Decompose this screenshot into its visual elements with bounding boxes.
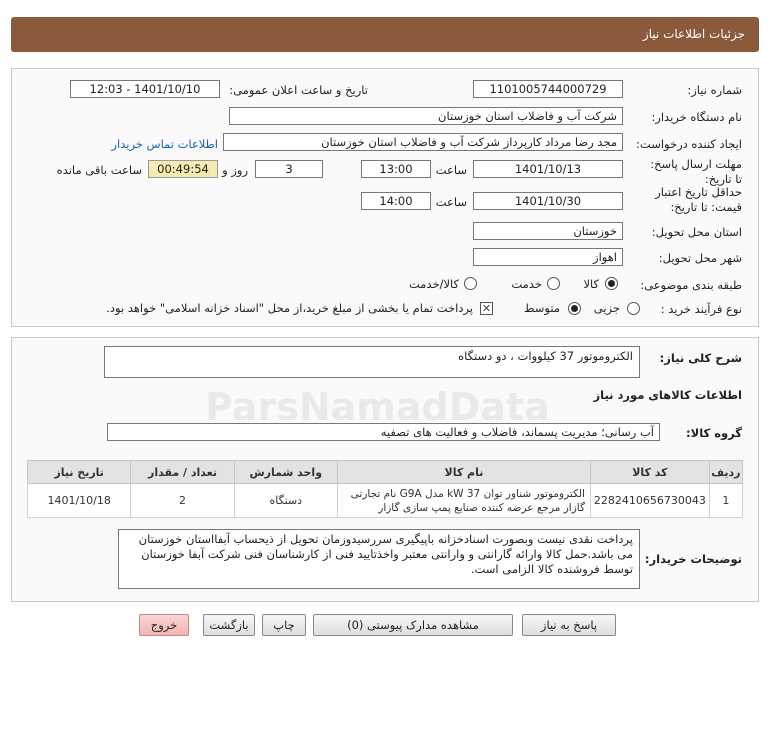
attachments-button[interactable]: مشاهده مدارک پیوستی (0) bbox=[313, 614, 513, 636]
purchase-medium-radio[interactable] bbox=[568, 302, 581, 315]
province-label: استان محل تحویل: bbox=[651, 225, 742, 239]
announce-field: 1401/10/10 - 12:03 bbox=[70, 80, 220, 98]
cell-row: 1 bbox=[709, 484, 742, 518]
validity-time-label: ساعت bbox=[435, 195, 467, 209]
deadline-label: مهلت ارسال پاسخ: تا تاریخ: bbox=[650, 157, 742, 186]
remaining-time-label: ساعت باقی مانده bbox=[56, 163, 142, 177]
cell-date: 1401/10/18 bbox=[28, 484, 131, 518]
table-row bbox=[28, 484, 743, 518]
purchase-minor-radio[interactable] bbox=[627, 302, 640, 315]
summary-field: الکتروموتور 37 کیلووات ، دو دستگاه bbox=[104, 346, 640, 378]
city-field: اهواز bbox=[473, 248, 623, 266]
col-row: ردیف bbox=[709, 461, 742, 484]
col-name: نام کالا bbox=[337, 461, 590, 484]
category-both-radio[interactable] bbox=[464, 277, 477, 290]
deadline-time-field: 13:00 bbox=[361, 160, 431, 178]
col-qty: تعداد / مقدار bbox=[131, 461, 234, 484]
summary-label: شرح کلی نیاز: bbox=[659, 351, 742, 365]
validity-time-field: 14:00 bbox=[361, 192, 431, 210]
province-field: خوزستان bbox=[473, 222, 623, 240]
col-code: کد کالا bbox=[590, 461, 709, 484]
cell-unit: دستگاه bbox=[234, 484, 337, 518]
deadline-time-label: ساعت bbox=[435, 163, 467, 177]
goods-table bbox=[27, 460, 743, 518]
need-number-label: شماره نیاز: bbox=[687, 83, 742, 97]
announce-label: تاریخ و ساعت اعلان عمومی: bbox=[229, 83, 368, 97]
goods-section-title: اطلاعات کالاهای مورد نیاز bbox=[593, 388, 742, 402]
cell-qty: 2 bbox=[131, 484, 234, 518]
buyer-org-field: شرکت آب و فاضلاب استان خوزستان bbox=[229, 107, 623, 125]
page-header bbox=[11, 17, 759, 52]
treasury-payment-note: پرداخت تمام یا بخشی از مبلغ خرید،از محل "اسناد خزانه اسلامی" خواهد بود. bbox=[106, 301, 473, 315]
city-label: شهر محل تحویل: bbox=[658, 251, 742, 265]
goods-group-label: گروه کالا: bbox=[686, 426, 742, 440]
col-date: تاریخ نیاز bbox=[28, 461, 131, 484]
cell-code: 2282410656730043 bbox=[590, 484, 709, 518]
buyer-contact-link[interactable]: اطلاعات تماس خریدار bbox=[111, 137, 218, 151]
requester-label: ایجاد کننده درخواست: bbox=[636, 137, 742, 151]
category-goods-label: کالا bbox=[583, 277, 599, 291]
purchase-type-label: نوع فرآیند خرید : bbox=[660, 302, 742, 316]
validity-label: حداقل تاریخ اعتبار قیمت: تا تاریخ: bbox=[655, 185, 742, 214]
page-title: جزئیات اطلاعات نیاز bbox=[642, 27, 745, 41]
need-number-field: 1101005744000729 bbox=[473, 80, 623, 98]
back-button[interactable]: بازگشت bbox=[203, 614, 255, 636]
reply-button[interactable]: پاسخ به نیاز bbox=[522, 614, 616, 636]
deadline-date-field: 1401/10/13 bbox=[473, 160, 623, 178]
days-label: روز و bbox=[222, 163, 248, 177]
category-both-label: کالا/خدمت bbox=[408, 277, 459, 291]
goods-table-header bbox=[28, 461, 743, 484]
days-remaining-field: 3 bbox=[255, 160, 323, 178]
purchase-medium-label: متوسط bbox=[523, 301, 560, 315]
treasury-payment-checkbox[interactable]: ✕ bbox=[481, 302, 492, 315]
remaining-time-field: 00:49:54 bbox=[148, 160, 218, 178]
category-goods-radio[interactable] bbox=[605, 277, 618, 290]
buyer-notes-field: پرداخت نقدی نیست وبصورت اسنادخزانه باپیگیری سررسیدوزمان تحویل از ذیحساب آبفااستان خوزستان می باشد.حمل کالا وارائه گارانتی و وارانتی معتبر واخذتایید فنی از کارشناسان فنی شرکت آبفا خوزستان توسط فروشنده کالا الزامی است. bbox=[118, 529, 640, 589]
cell-name: الکتروموتور شناور توان kW 37 مدل G9A نام تجارتی گازار مرجع عرضه کننده صنایع پمپ سازی گازار bbox=[337, 484, 590, 518]
goods-group-field: آب رسانی؛ مدیریت پسماند، فاضلاب و فعالیت های تصفیه bbox=[107, 423, 660, 441]
buyer-org-label: نام دستگاه خریدار: bbox=[651, 110, 742, 124]
purchase-minor-label: جزیی bbox=[593, 301, 620, 315]
print-button[interactable]: چاپ bbox=[262, 614, 306, 636]
exit-button[interactable]: خروج bbox=[139, 614, 189, 636]
buyer-notes-label: توضیحات خریدار: bbox=[644, 552, 742, 566]
validity-date-field: 1401/10/30 bbox=[473, 192, 623, 210]
requester-field: مجد رضا مرداد کارپرداز شرکت آب و فاضلاب استان خوزستان bbox=[223, 133, 623, 151]
category-label: طبقه بندی موضوعی: bbox=[640, 278, 742, 292]
category-service-radio[interactable] bbox=[547, 277, 560, 290]
category-service-label: خدمت bbox=[511, 277, 542, 291]
col-unit: واحد شمارش bbox=[234, 461, 337, 484]
